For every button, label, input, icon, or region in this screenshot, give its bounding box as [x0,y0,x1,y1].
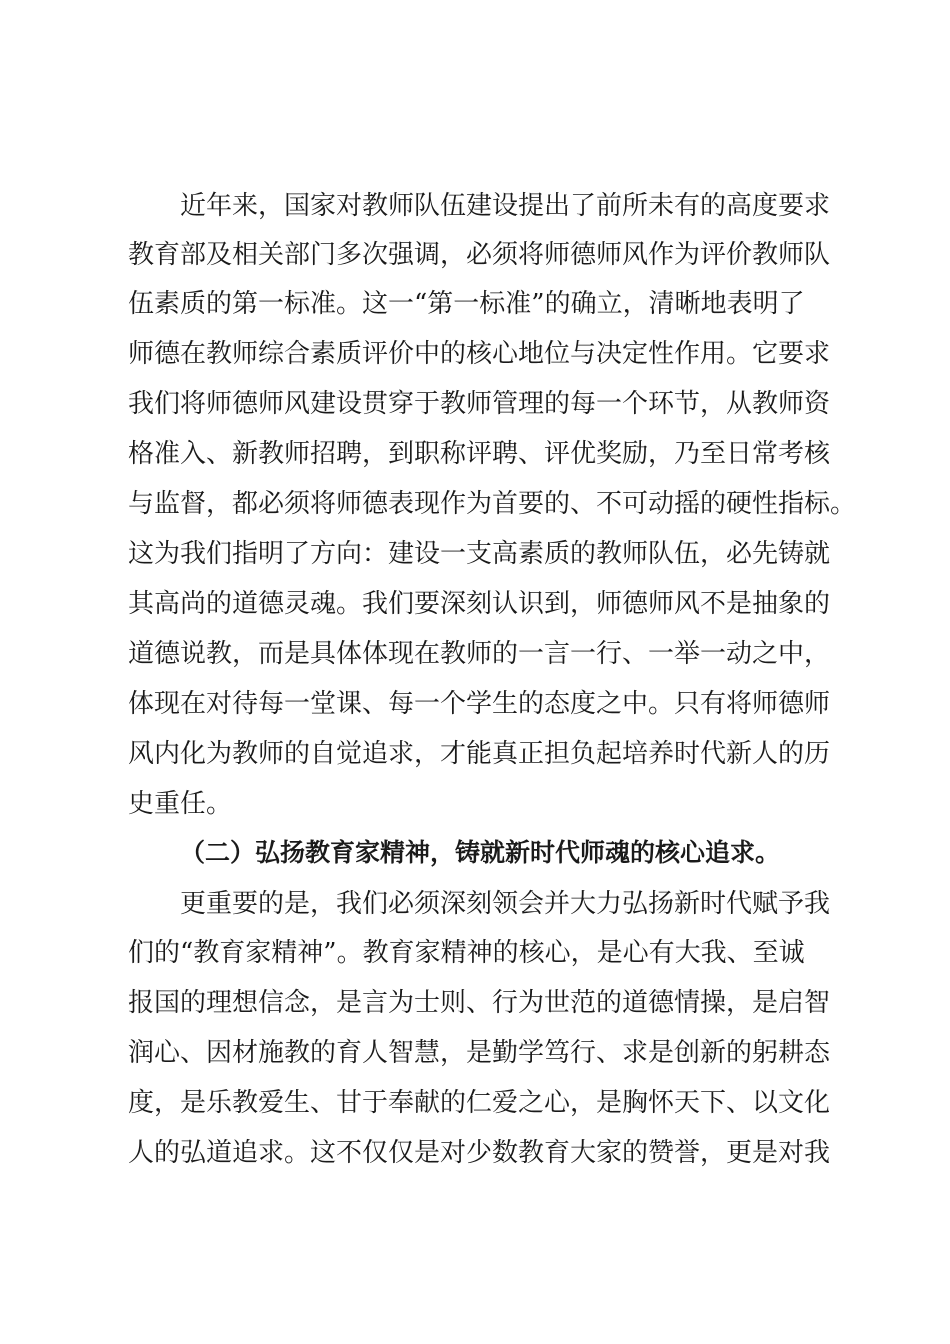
paragraph2-line: 更重要的是，我们必须深刻领会并大力弘扬新时代赋予我 [180,889,831,919]
section-heading: （二）弘扬教育家精神，铸就新时代师魂的核心追求。 [180,838,781,867]
paragraph2-line: 润心、因材施教的育人智慧，是勤学笃行、求是创新的躬耕态 [128,1038,831,1068]
paragraph1-line: 其高尚的道德灵魂。我们要深刻认识到，师德师风不是抽象的 [128,589,831,619]
paragraph2-line: 度，是乐教爱生、甘于奉献的仁爱之心，是胸怀天下、以文化 [128,1088,831,1118]
paragraph1-line: 这为我们指明了方向：建设一支高素质的教师队伍，必先铸就 [128,539,831,569]
paragraph1-line: 近年来，国家对教师队伍建设提出了前所未有的高度要求 [180,191,831,221]
paragraph1-line: 道德说教，而是具体体现在教师的一言一行、一举一动之中， [128,639,831,669]
paragraph1-line: 伍素质的第一标准。这一“第一标准”的确立，清晰地表明了 [128,289,805,319]
paragraph1-line: 与监督，都必须将师德表现作为首要的、不可动摇的硬性指标。 [128,489,857,519]
paragraph1-line: 格准入、新教师招聘，到职称评聘、评优奖励，乃至日常考核 [128,439,831,469]
paragraph1-line: 体现在对待每一堂课、每一个学生的态度之中。只有将师德师 [128,689,831,719]
paragraph2-line: 们的“教育家精神”。教育家精神的核心，是心有大我、至诚 [128,938,805,968]
paragraph1-line: 风内化为教师的自觉追求，才能真正担负起培养时代新人的历 [128,739,831,769]
paragraph1-line: 史重任。 [128,789,233,819]
paragraph2-line: 报国的理想信念，是言为士则、行为世范的道德情操，是启智 [128,988,831,1018]
paragraph1-line: 我们将师德师风建设贯穿于教师管理的每一个环节，从教师资 [128,389,831,419]
paragraph2-line: 人的弘道追求。这不仅仅是对少数教育大家的赞誉，更是对我 [128,1138,831,1168]
paragraph1-line: 教育部及相关部门多次强调，必须将师德师风作为评价教师队 [128,240,831,270]
paragraph1-line: 师德在教师综合素质评价中的核心地位与决定性作用。它要求 [128,339,831,369]
